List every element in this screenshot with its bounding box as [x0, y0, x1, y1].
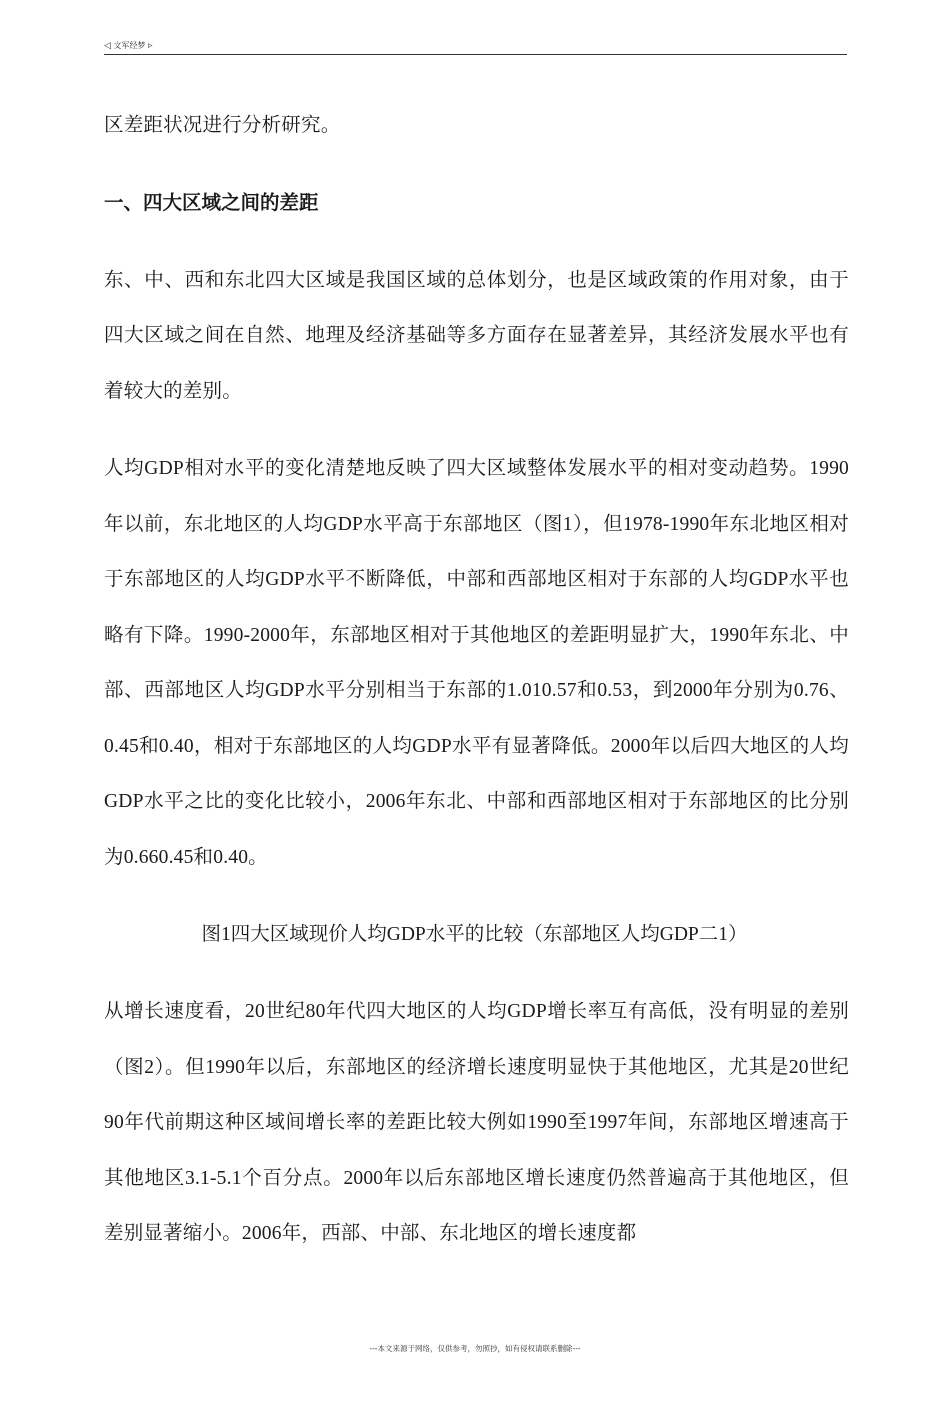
paragraph-spacer: [104, 962, 849, 984]
page-footer: ---本文来源于网络，仅供参考，勿照抄，如有侵权请联系删除---: [369, 1344, 581, 1353]
right-triangle-icon: ▹: [148, 41, 153, 51]
paragraph-gdp-per-capita: 人均GDP相对水平的变化清楚地反映了四大区域整体发展水平的相对变动趋势。1990年以前，东北地区的人均GDP水平高于东部地区（图1），但1978-1990年东北地区相对于东部地区的人均GDP水平不断降低，中部和西部地区相对于东部的人均GDP水平也略有下降。1990-2000年，东部地区相对于其他地区的差距明显扩大，1990年东北、中部、西部地区人均GDP水平分别相当于东部的1.010.57和0.53，到2000年分别为0.76、0.45和0.40，相对于东部地区的人均GDP水平有显著降低。2000年以后四大地区的人均GDP水平之比的变化比较小，2006年东北、中部和西部地区相对于东部地区的比分别为0.660.45和0.40。: [104, 458, 849, 868]
intro-paragraph: 区差距状况进行分析研究。: [104, 115, 341, 136]
section-heading: 一、四大区域之间的差距: [104, 192, 319, 214]
page-header: [104, 38, 847, 55]
paragraph-spacer: [104, 885, 849, 907]
document-body: [104, 98, 849, 1262]
header-title: 文军经梦: [113, 41, 146, 50]
paragraph-growth-rate: 从增长速度看，20世纪80年代四大地区的人均GDP增长率互有高低，没有明显的差别（图2）。但1990年以后，东部地区的经济增长速度明显快于其他地区，尤其是20世纪90年代前期这种区域间增长率的差距比较大例如1990至1997年间，东部地区增速高于其他地区3.1-5.1个百分点。2000年以后东部地区增长速度仍然普遍高于其他地区，但差别显著缩小。2006年，西部、中部、东北地区的增长速度都: [104, 1001, 849, 1244]
paragraph-spacer: [104, 419, 849, 441]
left-triangle-icon: ◁: [104, 41, 111, 51]
figure-caption: 图1四大区域现价人均GDP水平的比较（东部地区人均GDP二1）: [201, 924, 748, 945]
paragraph-regional-division: 东、中、西和东北四大区域是我国区域的总体划分，也是区域政策的作用对象，由于四大区域之间在自然、地理及经济基础等多方面存在显著差异，其经济发展水平也有着较大的差别。: [104, 269, 849, 402]
